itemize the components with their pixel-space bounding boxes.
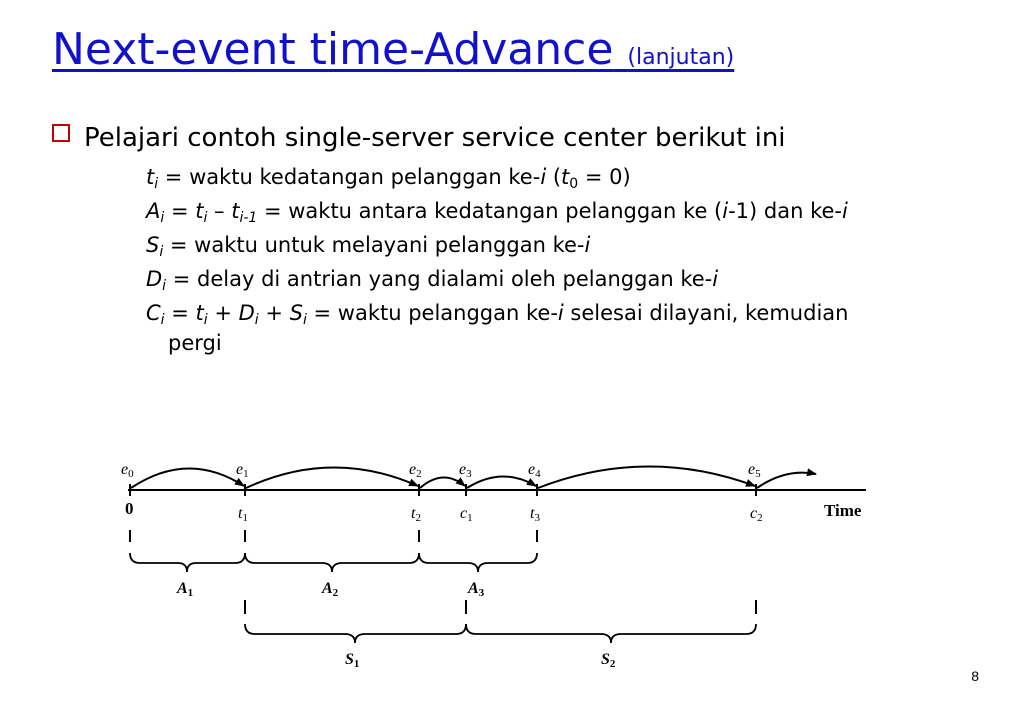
- event-label: e2: [409, 461, 422, 480]
- slide-title-suffix: (lanjutan): [627, 45, 735, 70]
- event-arc: [246, 467, 418, 488]
- event-arc: [538, 466, 755, 488]
- point-label: c2: [750, 505, 763, 524]
- event-label: e4: [528, 461, 541, 480]
- interval-label-a3: A3: [468, 580, 485, 599]
- brace-s2: [466, 624, 756, 643]
- a-labels: [176, 580, 485, 599]
- definition-s: $S_i$ = waktu untuk melayani pelanggan ke-i: [146, 233, 591, 260]
- slide-title: Next-event time-Advance (lanjutan): [52, 24, 735, 75]
- event-arc: [131, 468, 244, 488]
- event-label: e3: [459, 461, 472, 480]
- definition-a: $A_i = t_i - t_{i-1}$ = waktu antara kedatangan pelanggan ke (i-1) dan ke-i: [146, 199, 848, 226]
- point-label: c1: [460, 505, 473, 524]
- event-arc: [467, 476, 536, 488]
- bullet-text: Pelajari contoh single-server service center berikut ini: [84, 123, 786, 153]
- point-label: t2: [411, 505, 421, 524]
- brace-a1: [130, 553, 245, 572]
- event-arc: [420, 477, 465, 488]
- brace-a2: [245, 553, 419, 572]
- event-label: e0: [121, 461, 134, 480]
- s-braces: [245, 624, 756, 643]
- interval-label-a1: A1: [177, 580, 194, 599]
- point-labels: [125, 499, 763, 524]
- definition-c: $C_i = t_i + D_i + S_i$ = waktu pelanggan ke-i selesai dilayani, kemudian pergi: [146, 301, 849, 355]
- definition-d: $D_i$ = delay di antrian yang dialami oleh pelanggan ke-i: [146, 267, 719, 294]
- s-labels: [345, 651, 616, 670]
- point-label: t1: [238, 505, 248, 524]
- s-markers: [245, 600, 756, 614]
- event-label: e5: [748, 461, 761, 480]
- time-axis-label: Time: [824, 501, 862, 520]
- a-markers: [130, 530, 537, 542]
- brace-a3: [419, 553, 537, 572]
- point-label: 0: [125, 499, 134, 518]
- event-arcs: [131, 466, 816, 488]
- page-number: 8: [971, 668, 979, 684]
- event-label: e1: [236, 461, 249, 480]
- interval-label-s2: S2: [601, 651, 616, 670]
- definition-t: $t_i$ = waktu kedatangan pelanggan ke-i $(t_0 = 0)$: [146, 165, 631, 192]
- event-arc: [757, 473, 816, 488]
- point-label: t3: [530, 505, 540, 524]
- a-braces: [130, 553, 537, 572]
- brace-s1: [245, 624, 466, 643]
- interval-label-a2: A2: [322, 580, 339, 599]
- interval-label-s1: S1: [345, 651, 360, 670]
